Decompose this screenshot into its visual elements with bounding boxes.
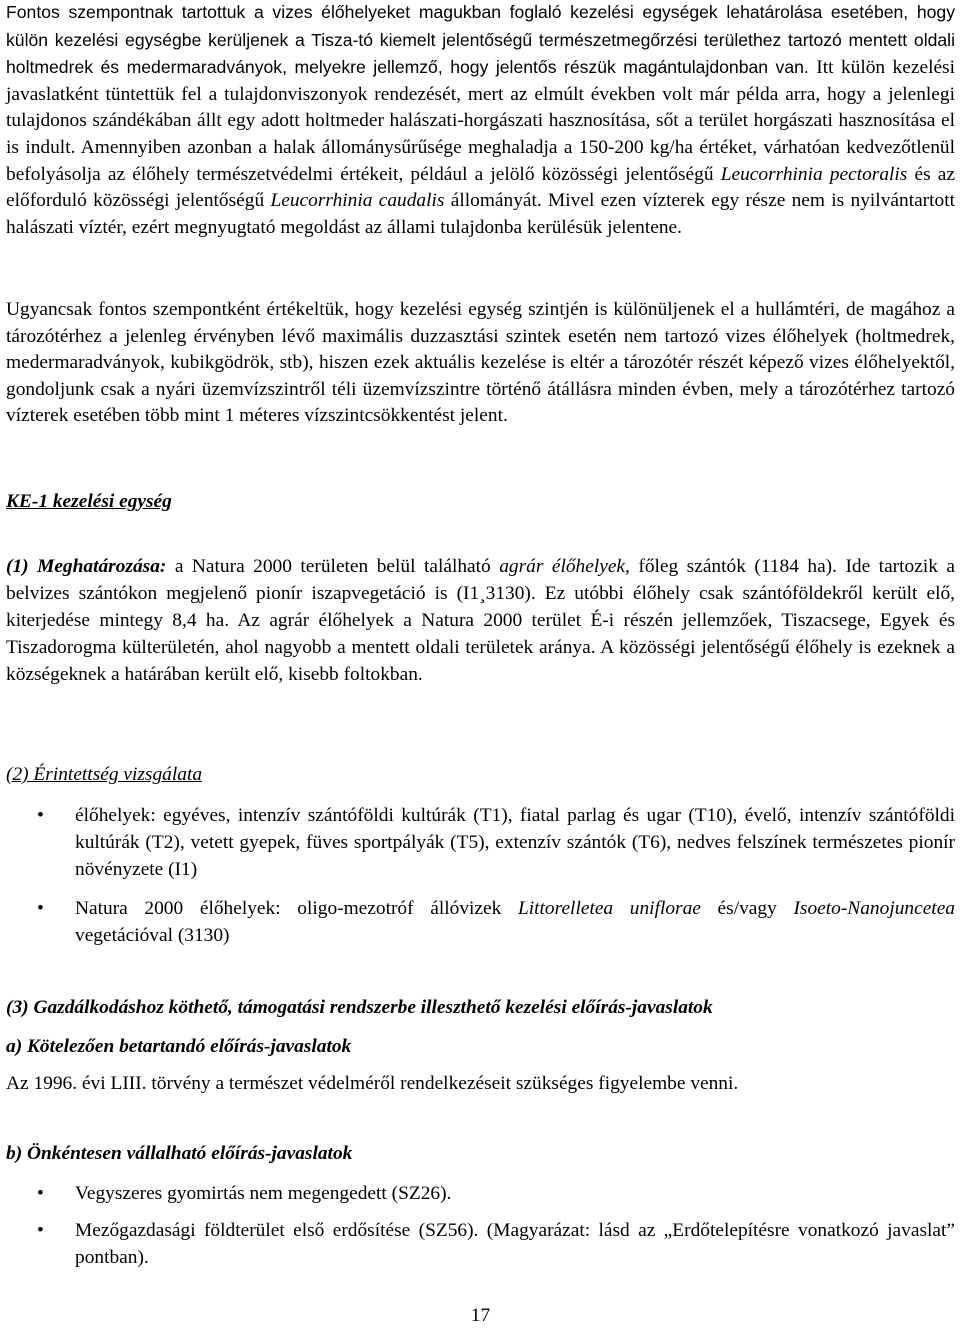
paragraph-holtmedrek-part-d: és az előforduló közösségi jelentőségű <box>6 163 955 212</box>
section-3-heading: (3) Gazdálkodáshoz köthető, támogatási rendszerbe illeszthető kezelési előírás-javaslatok <box>6 997 713 1018</box>
paragraph-holtmedrek-part-b: Itt külön kezelési javaslatként tüntettük fel a tulajdonviszonyok rendezését, mert az elmúlt években volt már példa arra, hogy a jelenlegi tulajdonos szándékában állt egy adott holtmeder halászati-horgászati hasznosítása, sőt a terület horgászati hasznosítása el is indult. <box>6 57 955 158</box>
list-item <box>6 1217 955 1271</box>
paragraph-holtmedrek-sans-part: Fontos szempontnak tartottuk a vizes élőhelyeket magukban foglaló kezelési egységek lehatárolása esetében, hogy külön kezelési egységbe kerüljenek a Tisza-tó kiemelt jelentőségű természetmegőrzési területhez tartozó mentett oldali holtmedrek és medermaradványok, melyekre jellemző, hogy jelentős részük magántulajdonban van. <box>6 2 955 78</box>
section-2-heading: (2) Érintettség vizsgálata <box>6 764 203 785</box>
species-leucorrhinia-pectoralis: Leucorrhinia pectoralis <box>720 163 908 185</box>
paragraph-holtmedrek <box>6 0 955 241</box>
section-1-definition <box>6 553 955 688</box>
section-2-list <box>6 802 955 949</box>
section-1-text-a: a Natura 2000 területen belül található <box>166 556 500 577</box>
list-item-italic-1: Littorelletea uniflorae <box>517 898 701 919</box>
list-item <box>6 1180 955 1207</box>
list-item-text: Natura 2000 élőhelyek: oligo-mezotróf állóvizek <box>75 898 518 919</box>
list-item-text: Mezőgazdasági földterület első erdősítése (SZ56). (Magyarázat: lásd az „Erdőtelepítésre vonatkozó javaslat” pontban). <box>75 1220 955 1268</box>
section-1-label: (1) Meghatározása: <box>6 556 167 577</box>
species-leucorrhinia-caudalis: Leucorrhinia caudalis <box>270 190 445 212</box>
section-3b-list <box>6 1180 955 1271</box>
section-3b-heading: b) Önkéntesen vállalható előírás-javaslatok <box>6 1143 353 1164</box>
bullet-icon: • <box>37 805 44 826</box>
list-item-text: élőhelyek: egyéves, intenzív szántóföldi kultúrák (T1), fiatal parlag és ugar (T10), évelő, intenzív szántóföldi kultúrák (T2), vetett gyepek, füves sportpályák (T5), extenzív szántók (T6), nedves felszínek természetes pionír növényzete (I1) <box>75 805 955 880</box>
list-item-text-3: vegetációval (3130) <box>75 925 230 946</box>
section-3a-text: Az 1996. évi LIII. törvény a természet védelméről rendelkezéseit szükséges figyelembe venni. <box>6 1073 739 1094</box>
page-number: 17 <box>470 1305 491 1326</box>
section-1-text-b: főleg szántók (1184 ha). Ide tartozik a belvizes szántókon megjelenő pionír iszapvegetáció is (I1¸3130). Ez utóbbi élőhely csak szántóföldekről került elő, kiterjedése mintegy 8,4 ha. Az agrár élőhelyek a Natura 2000 terület É-i részén jellemzőek, Tiszacsege, Egyek és Tiszadorogma külterületén, ahol nagyobb a mentett oldali területek aránya. A közösségi jelentőségű élőhely is ezeknek a községeknek a határában került elő, kisebb foltokban. <box>6 556 955 685</box>
bullet-icon: • <box>37 1220 44 1241</box>
list-item-text: Vegyszeres gyomirtás nem megengedett (SZ26). <box>75 1183 452 1204</box>
section-3a-heading: a) Kötelezően betartandó előírás-javaslatok <box>6 1036 352 1057</box>
list-item <box>6 802 955 883</box>
list-item <box>6 895 955 949</box>
paragraph-holtmedrek-part-c: Amennyiben azonban a halak állománysűrűsége meghaladja a 150-200 kg/ha értéket, várhatóan kedvezőtlenül befolyásolja az élőhely természetvédelmi értékeit, például a jelölő közösségi jelentőségű <box>6 136 955 185</box>
list-item-text-2: és/vagy <box>700 898 794 919</box>
bullet-icon: • <box>37 1183 44 1204</box>
bullet-icon: • <box>37 898 44 919</box>
paragraph-hullamteri: Ugyancsak fontos szempontként értékeltük, hogy kezelési egység szintjén is különüljenek el a hullámtéri, de magához a tározótérhez a jelenleg érvényben lévő maximális duzzasztási szintek esetén nem tartozó vizes élőhelyek (holtmedrek, medermaradványok, kubikgödrök, stb), hiszen ezek aktuális kezelése is eltér a tározótér részét képező vizes élőhelyektől, gondoljunk csak a nyári üzemvízszintről téli üzemvízszintre történő átállásra minden évben, mely a tározótérhez tartozó vízterek esetében több mint 1 méteres vízszintcsökkentést jelent. <box>6 299 955 427</box>
list-item-italic-2: Isoeto-Nanojuncetea <box>793 898 955 919</box>
section-1-italic: agrár élőhelyek, <box>499 556 630 577</box>
paragraph-holtmedrek-part-e: állományát. Mivel ezen vízterek egy része nem is nyilvántartott halászati víztér, ezért megnyugtató megoldást az állami tulajdonba kerülésük jelentene. <box>6 190 955 238</box>
ke1-heading: KE-1 kezelési egység <box>6 491 172 512</box>
